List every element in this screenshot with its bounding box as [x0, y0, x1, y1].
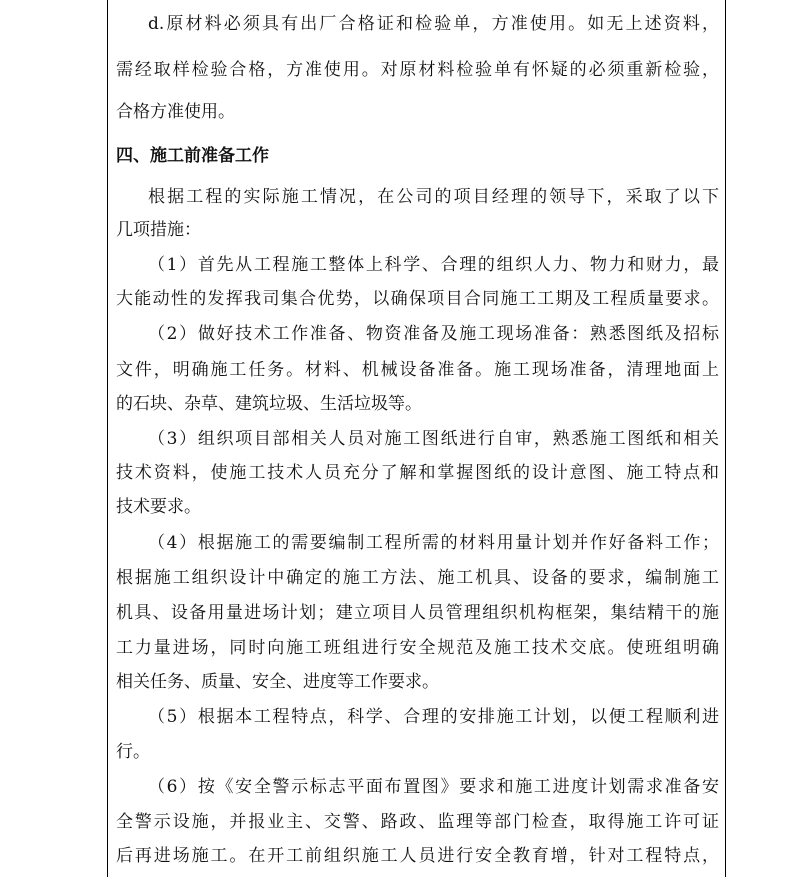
body-line: 工力量进场，同时向施工班组进行安全规范及施工技术交底。使班组明确: [116, 638, 719, 658]
body-line: 大能动性的发挥我司集合优势，以确保项目合同施工工期及工程质量要求。: [116, 289, 719, 309]
body-line: 全警示设施，并报业主、交警、路政、监理等部门检查，取得施工许可证: [116, 812, 719, 832]
body-line: 需经取样检验合格，方准使用。对原材料检验单有怀疑的必须重新检验，: [116, 60, 719, 80]
body-line: （3）组织项目部相关人员对施工图纸进行自审，熟悉施工图纸和相关: [148, 429, 719, 449]
body-line: 后再进场施工。在开工前组织施工人员进行安全教育增，针对工程特点，: [116, 846, 719, 866]
body-line: 根据施工组织设计中确定的施工方法、施工机具、设备的要求，编制施工: [116, 568, 719, 588]
body-line: （4）根据施工的需要编制工程所需的材料用量计划并作好备料工作；: [148, 533, 719, 553]
body-line: 合格方准使用。: [116, 102, 235, 122]
body-line: （2）做好技术工作准备、物资准备及施工现场准备：熟悉图纸及招标: [148, 324, 719, 344]
body-line: （6）按《安全警示标志平面布置图》要求和施工进度计划需求准备安: [148, 777, 719, 797]
body-line: 的石块、杂草、建筑垃圾、生活垃圾等。: [116, 394, 422, 414]
body-line: 根据工程的实际施工情况，在公司的项目经理的领导下，采取了以下: [148, 187, 719, 207]
body-line: （1）首先从工程施工整体上科学、合理的组织人力、物力和财力，最: [148, 255, 719, 275]
table-border-left: [107, 0, 108, 877]
body-line: 几项措施：: [116, 220, 201, 240]
table-border-right: [725, 0, 726, 877]
body-line: 机具、设备用量进场计划；建立项目人员管理组织机构框架，集结精干的施: [116, 603, 719, 623]
body-line: 行。: [116, 742, 150, 762]
section-heading: 四、施工前准备工作: [116, 146, 269, 166]
body-line: 相关任务、质量、安全、进度等工作要求。: [116, 672, 439, 692]
body-line: d.原材料必须具有出厂合格证和检验单，方准使用。如无上述资料，: [148, 14, 719, 34]
body-line: 文件，明确施工任务。材料、机械设备准备。施工现场准备，清理地面上: [116, 360, 719, 380]
body-line: 技术要求。: [116, 497, 201, 517]
body-line: 技术资料，使施工技术人员充分了解和掌握图纸的设计意图、施工特点和: [116, 463, 719, 483]
body-line: （5）根据本工程特点，科学、合理的安排施工计划，以便工程顺利进: [148, 707, 719, 727]
